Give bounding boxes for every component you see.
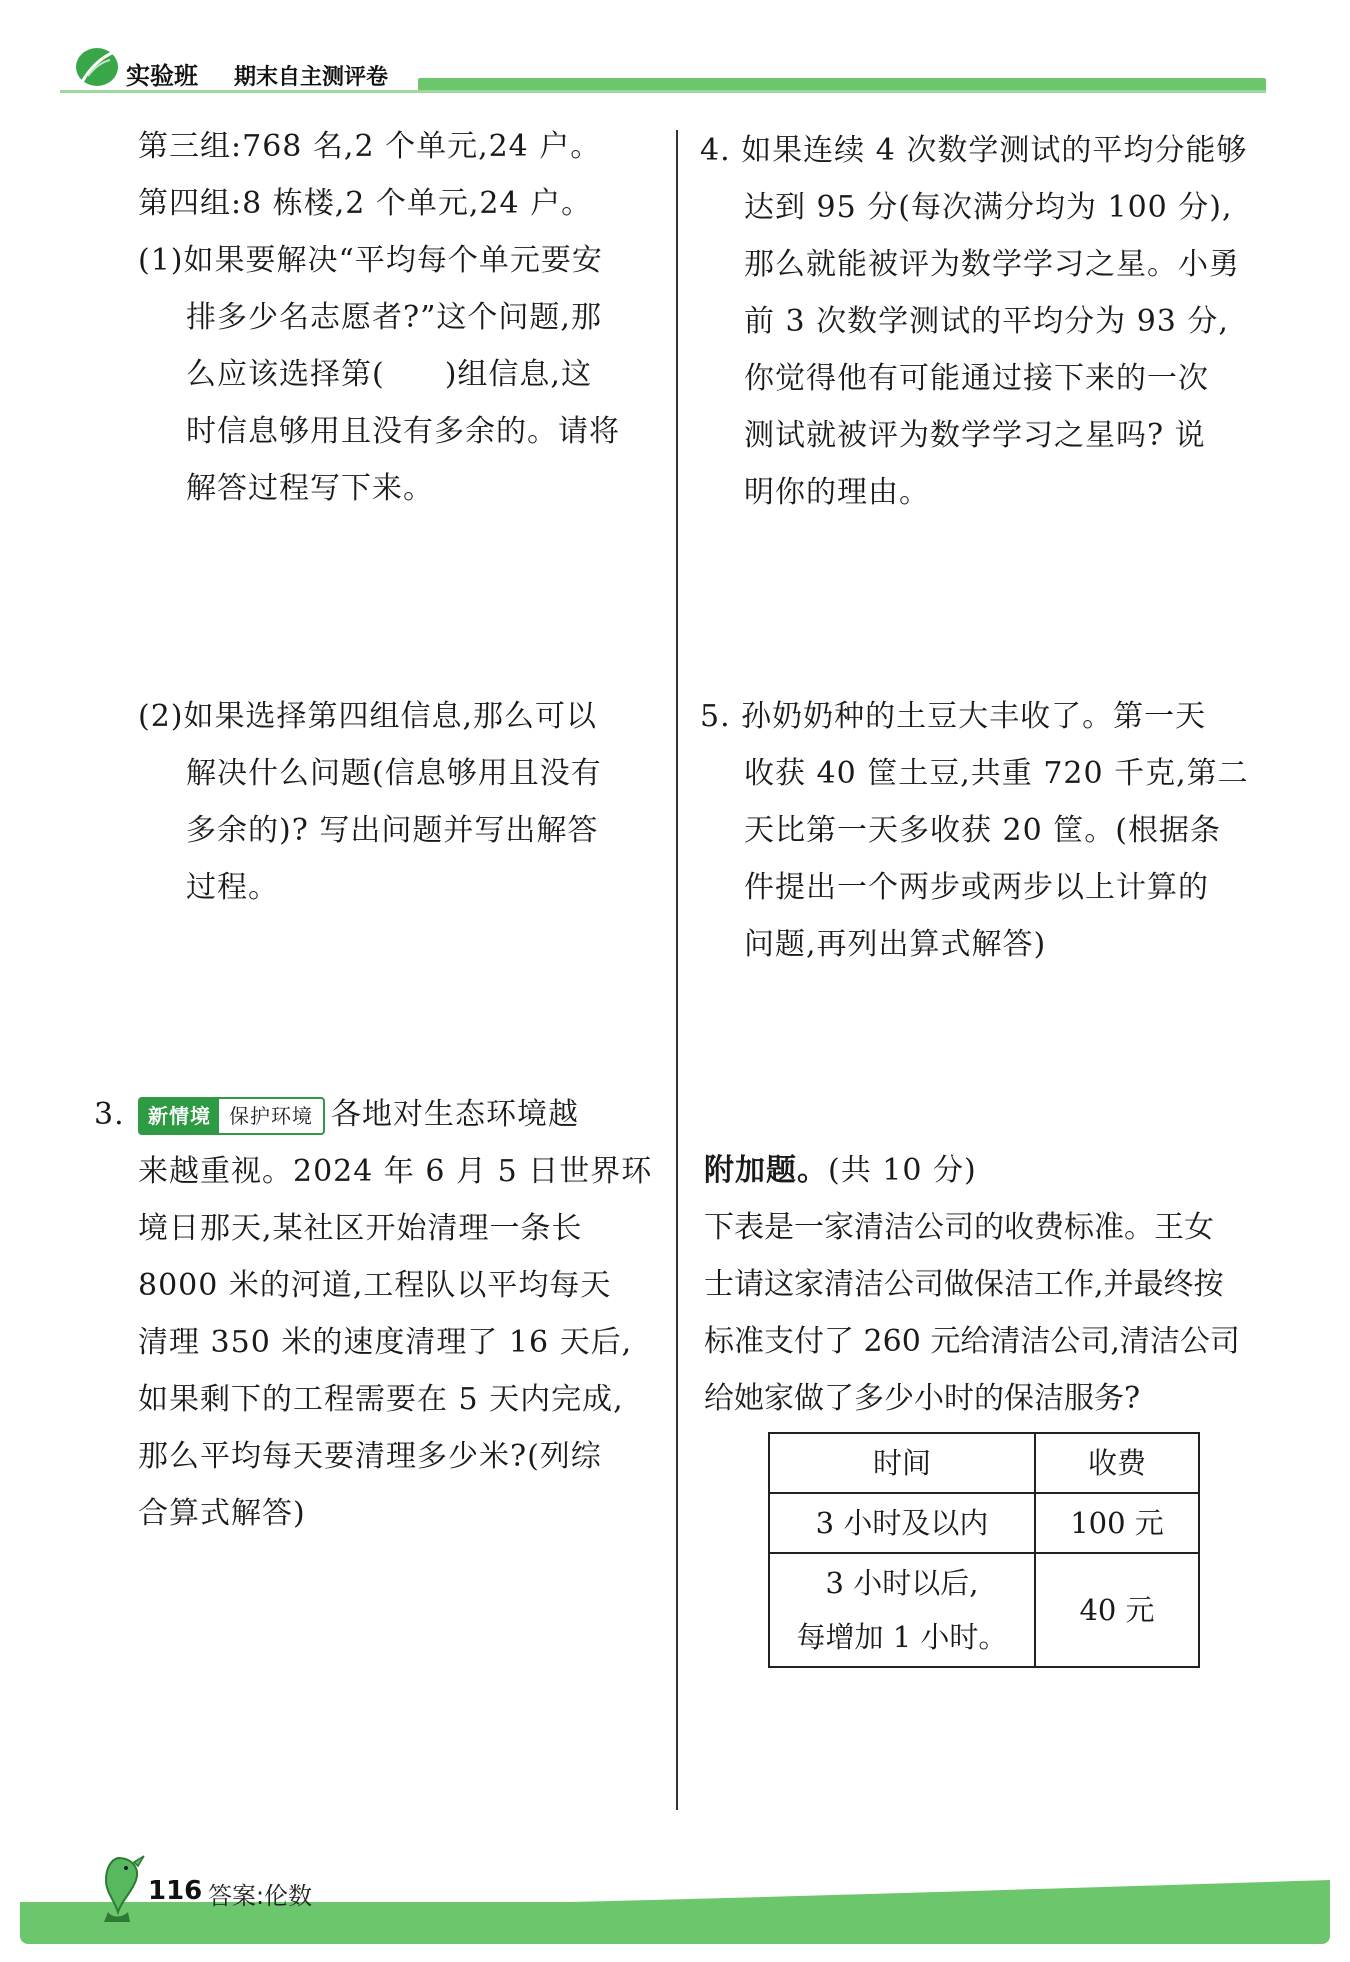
row1-time: 3 小时及以内 [769, 1493, 1035, 1553]
q5-line: 件提出一个两步或两步以上计算的 [744, 870, 1209, 905]
q2-line: 过程。 [186, 870, 279, 905]
q3-line: 清理 350 米的速度清理了 16 天后, [138, 1325, 633, 1360]
q4-line: 测试就被评为数学学习之星吗? 说 [744, 418, 1206, 453]
brand-title: 实验班 [126, 62, 198, 90]
table-header-row [769, 1433, 1199, 1493]
group4-info: 第四组:8 栋楼,2 个单元,24 户。 [138, 186, 593, 221]
q3-line: 来越重视。2024 年 6 月 5 日世界环 [138, 1154, 653, 1189]
question-5-block [700, 688, 1270, 973]
table-row [769, 1493, 1199, 1553]
row2-time-line: 每增加 1 小时。 [796, 1620, 1008, 1654]
q2-line: 解决什么问题(信息够用且没有 [186, 756, 602, 791]
header-time: 时间 [769, 1433, 1035, 1493]
q5-line: 天比第一天多收获 20 筐。(根据条 [744, 813, 1221, 848]
column-divider [676, 130, 678, 1810]
question-2-block [138, 688, 658, 916]
dolphin-icon [88, 1852, 146, 1924]
q2-line: (2)如果选择第四组信息,那么可以 [138, 699, 598, 734]
q4-line: 你觉得他有可能通过接下来的一次 [744, 361, 1209, 396]
row2-fee: 40 元 [1035, 1553, 1199, 1667]
question-4-block [700, 122, 1270, 521]
q4-line: 4. 如果连续 4 次数学测试的平均分能够 [700, 133, 1248, 168]
bonus-heading [704, 1142, 1274, 1199]
row2-time [769, 1553, 1035, 1667]
fee-table [768, 1432, 1200, 1668]
q4-line: 前 3 次数学测试的平均分为 93 分, [744, 304, 1229, 339]
q1-line: 解答过程写下来。 [186, 471, 434, 506]
bonus-line: 给她家做了多少小时的保洁服务? [704, 1381, 1141, 1416]
q4-line: 明你的理由。 [744, 475, 930, 510]
bonus-title: 附加题。 [704, 1153, 828, 1188]
leaf-icon [74, 46, 120, 88]
group3-info: 第三组:768 名,2 个单元,24 户。 [138, 129, 602, 164]
table-row [769, 1553, 1199, 1667]
answer-label: 答案:伦数 [208, 1882, 313, 1910]
q3-first-line [94, 1086, 664, 1143]
question-3-block [94, 1086, 664, 1542]
q3-text: 各地对生态环境越 [331, 1097, 579, 1132]
q1-text: 么应该选择第( [186, 357, 385, 392]
q3-number: 3. [94, 1097, 125, 1132]
q1-line: 排多少名志愿者?”这个问题,那 [186, 300, 602, 335]
bonus-line: 标准支付了 260 元给清洁公司,清洁公司 [704, 1324, 1240, 1359]
q3-line: 8000 米的河道,工程队以平均每天 [138, 1268, 612, 1303]
q1-line: (1)如果要解决“平均每个单元要安 [138, 243, 603, 278]
q3-line: 境日那天,某社区开始清理一条长 [138, 1211, 583, 1246]
q4-line: 那么就能被评为数学学习之星。小勇 [744, 247, 1240, 282]
q3-line: 合算式解答) [138, 1496, 306, 1531]
bonus-line: 下表是一家清洁公司的收费标准。王女 [704, 1210, 1214, 1245]
bonus-block [704, 1142, 1274, 1427]
bonus-line: 士请这家清洁公司做保洁工作,并最终按 [704, 1267, 1224, 1302]
tag-new-context: 新情境 [140, 1099, 219, 1133]
q4-line: 达到 95 分(每次满分均为 100 分), [744, 190, 1233, 225]
q3-line: 如果剩下的工程需要在 5 天内完成, [138, 1382, 624, 1417]
q1-line: 时信息够用且没有多余的。请将 [186, 414, 620, 449]
page-number: 116 [148, 1876, 203, 1906]
left-block-top [138, 118, 658, 517]
q5-line: 5. 孙奶奶种的土豆大丰收了。第一天 [700, 699, 1207, 734]
paper-subtitle: 期末自主测评卷 [234, 65, 389, 90]
row1-fee: 100 元 [1035, 1493, 1199, 1553]
q5-line: 问题,再列出算式解答) [744, 927, 1047, 962]
q1-text: )组信息,这 [444, 357, 592, 392]
bonus-points: (共 10 分) [828, 1153, 977, 1188]
header-rule [60, 90, 1266, 93]
context-tag [138, 1097, 325, 1135]
header-fee: 收费 [1035, 1433, 1199, 1493]
q1-line-blank [138, 346, 658, 403]
q2-line: 多余的)? 写出问题并写出解答 [186, 813, 599, 848]
tag-topic: 保护环境 [229, 1103, 313, 1128]
q5-line: 收获 40 筐土豆,共重 720 千克,第二 [744, 756, 1249, 791]
q3-line: 那么平均每天要清理多少米?(列综 [138, 1439, 602, 1474]
row2-time-line: 3 小时以后, [825, 1566, 979, 1600]
